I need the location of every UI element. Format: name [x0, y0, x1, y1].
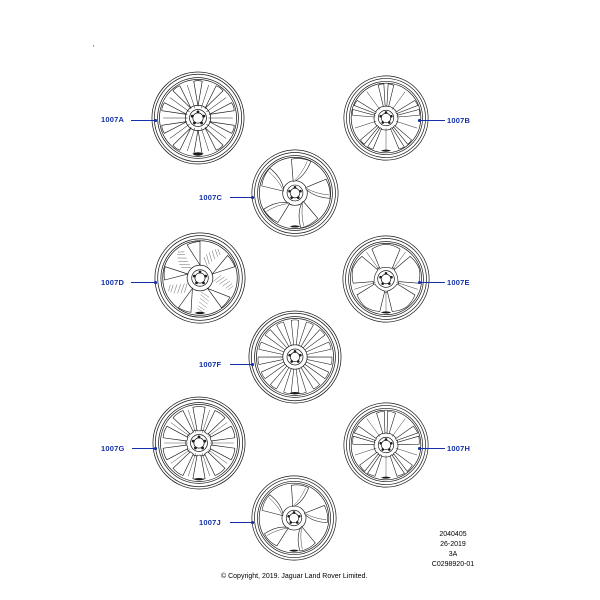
- callout-leader-1007E: [421, 282, 445, 283]
- drawing-meta-block: [398, 530, 508, 570]
- wheel-svg-1007C: [251, 149, 339, 237]
- callout-label-1007D: 1007D: [101, 278, 125, 287]
- callout-leader-1007B: [420, 120, 445, 121]
- meta-line-revision: 3A: [448, 551, 458, 558]
- callout-label-1007J: 1007J: [199, 518, 221, 527]
- callout-dot-1007C: [251, 196, 254, 199]
- callout-label-1007C: 1007C: [199, 193, 223, 202]
- wheel-illustration-1007G: [152, 396, 246, 490]
- meta-line-drawing-number: C0298920-01: [431, 561, 475, 568]
- callout-leader-1007H: [420, 448, 445, 449]
- meta-line-date: 26-2019: [440, 541, 466, 548]
- callout-dot-1007J: [251, 521, 254, 524]
- wheel-svg-1007A: [151, 71, 245, 165]
- callout-dot-1007F: [251, 363, 254, 366]
- callout-label-1007F: 1007F: [199, 360, 222, 369]
- callout-leader-1007C: [230, 197, 252, 198]
- wheel-illustration-1007B: [343, 75, 429, 161]
- wheel-svg-1007F: [248, 310, 342, 404]
- wheel-illustration-1007J: [251, 475, 337, 561]
- callout-leader-1007D: [131, 282, 155, 283]
- callout-dot-1007B: [418, 119, 421, 122]
- callout-leader-1007J: [230, 522, 252, 523]
- callout-label-1007G: 1007G: [101, 444, 125, 453]
- wheel-svg-1007E: [342, 235, 430, 323]
- callout-label-1007H: 1007H: [447, 444, 471, 453]
- callout-leader-1007A: [131, 120, 155, 121]
- copyright-notice: © Copyright, 2019. Jaguar Land Rover Limited.: [221, 573, 368, 580]
- callout-leader-1007G: [132, 448, 155, 449]
- wheel-illustration-1007A: [151, 71, 245, 165]
- callout-label-1007B: 1007B: [447, 116, 471, 125]
- wheel-illustration-1007D: [154, 232, 246, 324]
- callout-dot-1007H: [418, 447, 421, 450]
- meta-line-part-number: 2040405: [439, 531, 467, 538]
- callout-dot-1007D: [154, 281, 157, 284]
- corner-tick-mark: ': [93, 44, 95, 53]
- wheel-illustration-1007H: [343, 402, 429, 488]
- callout-dot-1007E: [418, 281, 421, 284]
- wheel-svg-1007J: [251, 475, 337, 561]
- wheel-svg-1007H: [343, 402, 429, 488]
- callout-label-1007A: 1007A: [101, 115, 125, 124]
- callout-leader-1007F: [230, 364, 252, 365]
- wheel-svg-1007G: [152, 396, 246, 490]
- callout-dot-1007G: [154, 447, 157, 450]
- wheel-illustration-1007E: [342, 235, 430, 323]
- wheel-svg-1007B: [343, 75, 429, 161]
- wheel-illustration-1007C: [251, 149, 339, 237]
- callout-label-1007E: 1007E: [447, 278, 470, 287]
- wheel-illustration-1007F: [248, 310, 342, 404]
- wheel-svg-1007D: [154, 232, 246, 324]
- callout-dot-1007A: [154, 119, 157, 122]
